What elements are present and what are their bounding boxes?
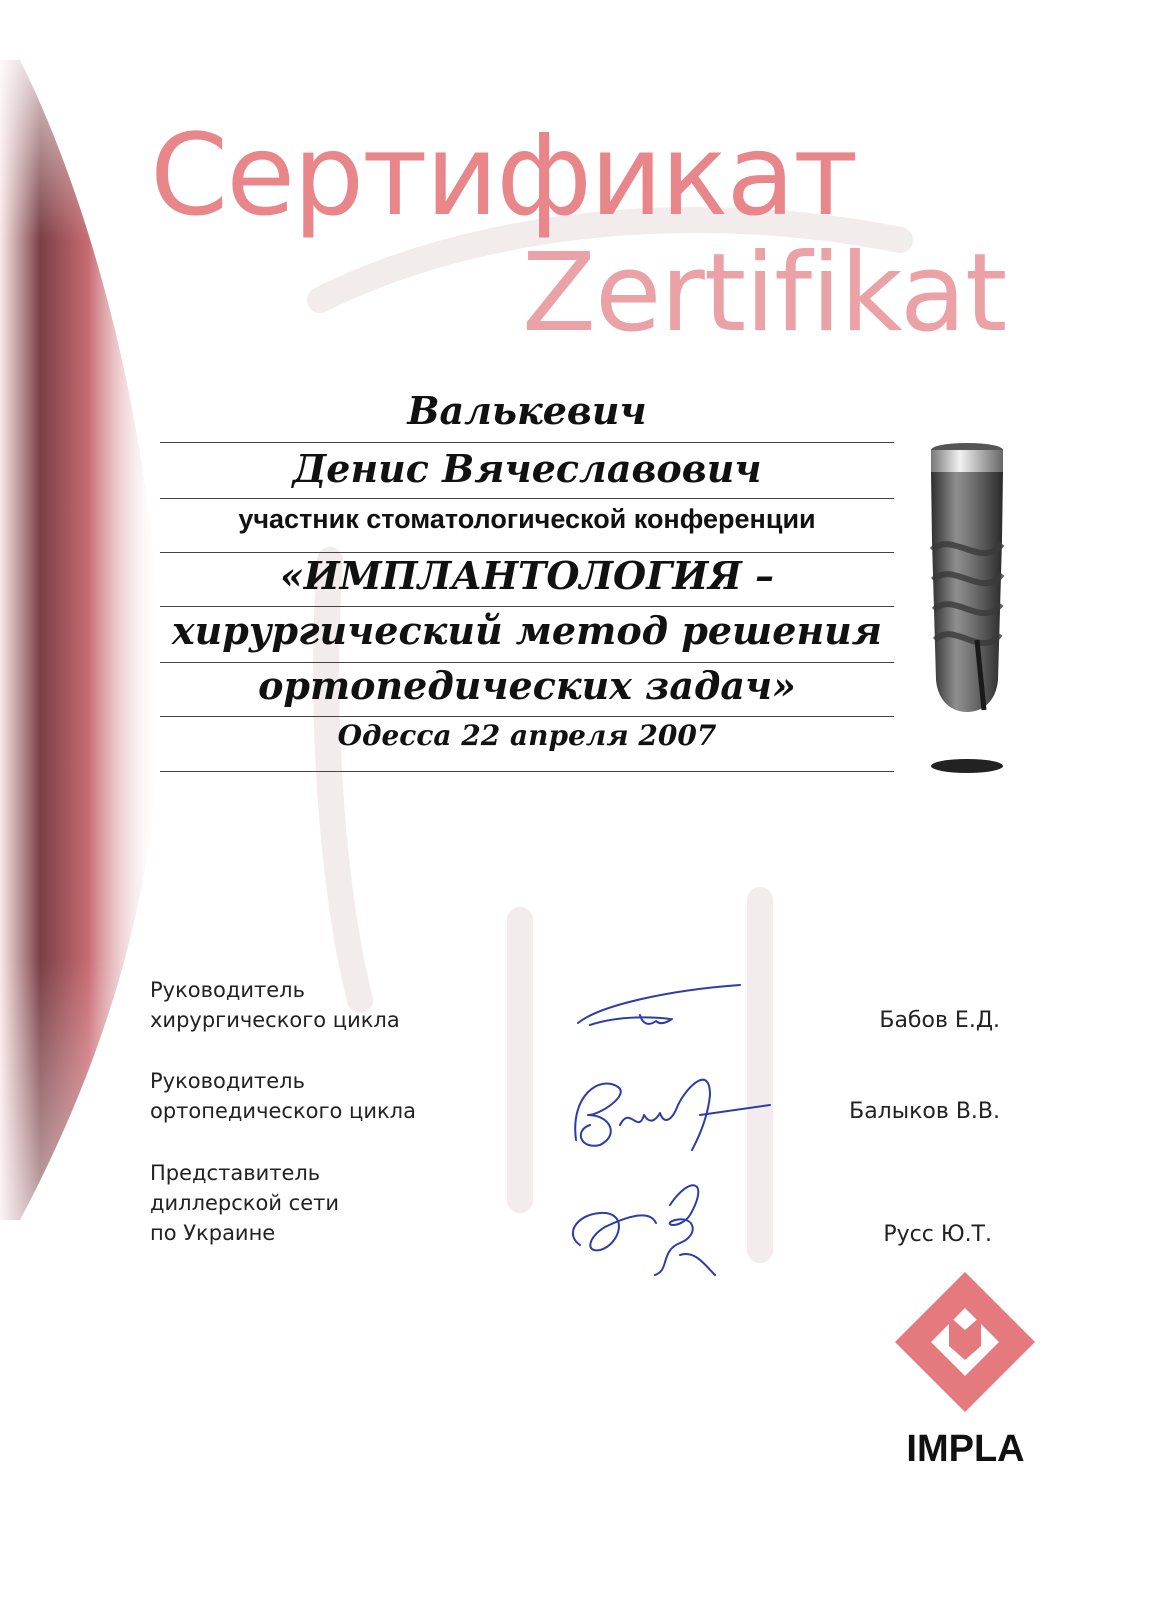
dental-implant-illustration bbox=[922, 440, 1012, 780]
signatory-title-line: хирургического цикла bbox=[150, 1008, 400, 1032]
divider-line bbox=[160, 442, 894, 443]
signatory-title-line: диллерской сети bbox=[150, 1191, 340, 1215]
participant-role: участник стоматологической конференции bbox=[238, 504, 816, 534]
divider-line bbox=[160, 771, 894, 772]
signatory-title-line: ортопедического цикла bbox=[150, 1099, 416, 1123]
certificate-title-ru: Сертификат bbox=[150, 111, 857, 241]
conference-title-line2: хирургический метод решения bbox=[171, 608, 883, 653]
signatory-title-line: Руководитель bbox=[150, 1069, 305, 1093]
signatory-title-line: по Украине bbox=[150, 1221, 276, 1245]
conference-title-line3: ортопедических задач» bbox=[258, 663, 796, 708]
divider-line bbox=[160, 498, 894, 499]
signatory-title-line: Представитель bbox=[150, 1161, 321, 1185]
recipient-surname: Валькевич bbox=[407, 388, 647, 433]
impla-logo-text: IMPLA bbox=[906, 1428, 1025, 1470]
signatory-2-title bbox=[150, 1066, 416, 1126]
signatory-2-name: Балыков В.В. bbox=[849, 1099, 1000, 1124]
handwritten-signatures bbox=[560, 975, 790, 1295]
divider-line bbox=[160, 606, 894, 607]
signatory-1-name: Бабов Е.Д. bbox=[879, 1008, 1000, 1033]
recipient-given-names: Денис Вячеславович bbox=[292, 446, 762, 491]
conference-title-line1: «ИМПЛАНТОЛОГИЯ – bbox=[279, 553, 775, 598]
divider-line bbox=[160, 716, 894, 717]
certificate-title-de: Zertifikat bbox=[522, 231, 1007, 356]
signatory-3-name: Русс Ю.Т. bbox=[883, 1222, 992, 1247]
signatory-1-title bbox=[150, 975, 400, 1035]
place-date: Одесса 22 апреля 2007 bbox=[337, 719, 717, 752]
signatory-title-line: Руководитель bbox=[150, 978, 305, 1002]
impla-diamond-logo-icon bbox=[895, 1272, 1035, 1412]
signatory-3-title bbox=[150, 1158, 339, 1248]
